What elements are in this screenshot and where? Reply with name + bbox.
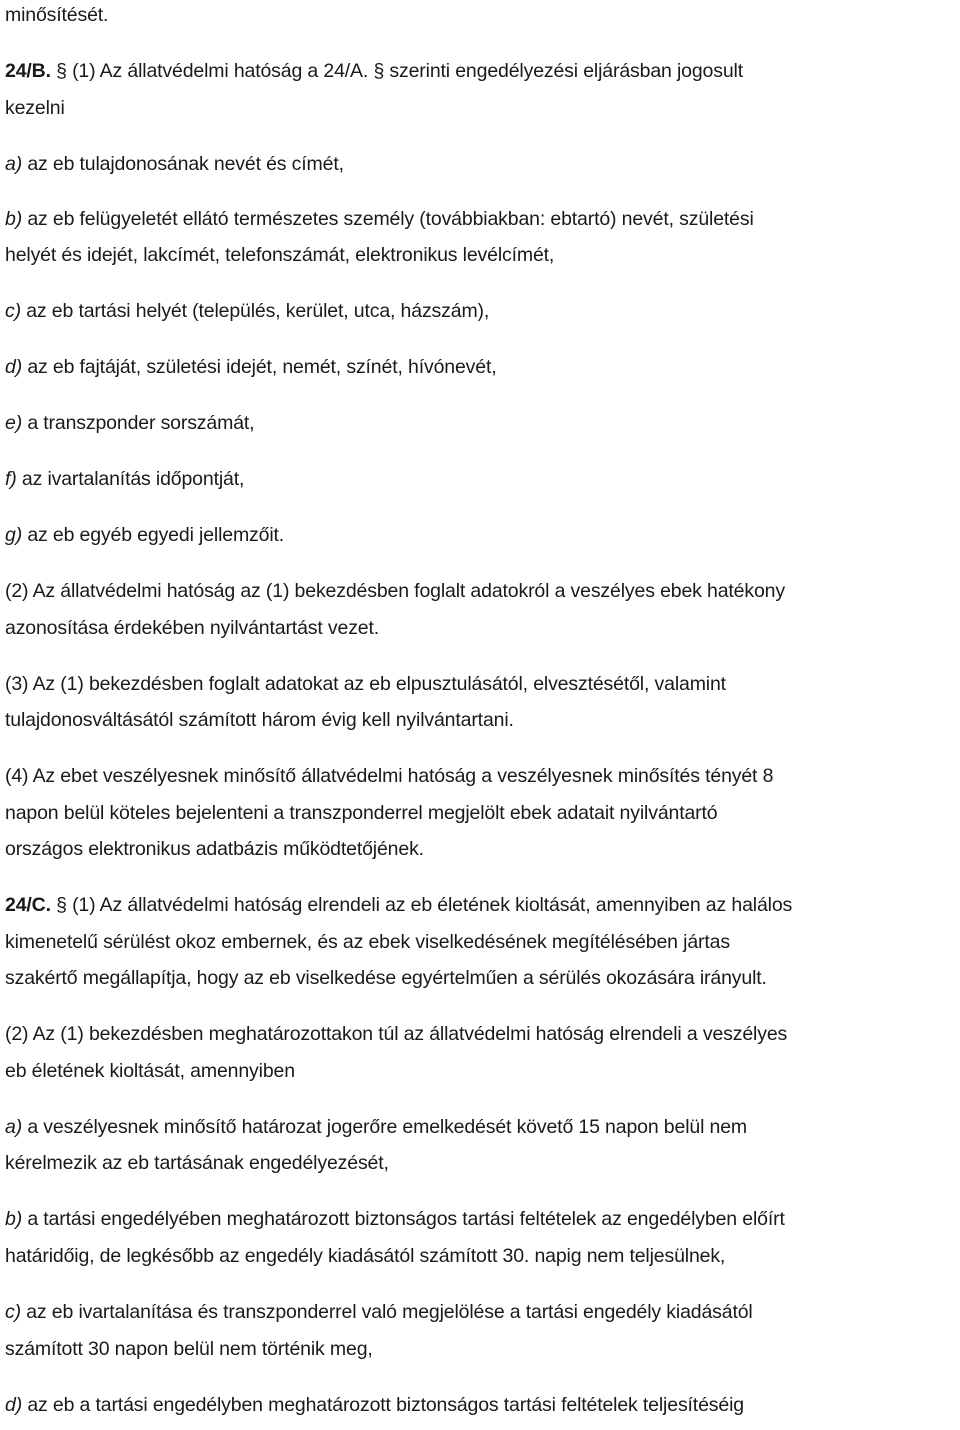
text: (2) Az állatvédelmi hatóság az (1) bekezdésben foglalt adatokról a veszélyes ebek hatékony [5, 580, 785, 602]
text-line [5, 1022, 787, 1046]
text: szakértő megállapítja, hogy az eb viselkedése egyértelműen a sérülés okozására irányult. [5, 967, 767, 989]
list-item-b [5, 1207, 785, 1231]
section-number: 24/B. [5, 60, 51, 82]
text-line [5, 966, 767, 990]
list-label: c) [5, 1301, 21, 1323]
text-line [5, 764, 773, 788]
text-line [5, 708, 514, 732]
text: kérelmezik az eb tartásának engedélyezését, [5, 1152, 389, 1174]
text: országos elektronikus adatbázis működtetőjének. [5, 838, 424, 860]
text: napon belül köteles bejelenteni a transzponderrel megjelölt ebek adatait nyilvántartó [5, 802, 718, 824]
list-item-e [5, 411, 254, 435]
text: § (1) Az állatvédelmi hatóság a 24/A. § szerinti engedélyezési eljárásban jogosult [50, 60, 743, 82]
text-line [5, 801, 717, 825]
list-item-b [5, 207, 754, 231]
list-item-d [5, 1393, 744, 1417]
text-line [5, 243, 554, 267]
text: minősítését. [5, 4, 109, 26]
text: a transzponder sorszámát, [22, 412, 255, 434]
text-line [5, 1059, 295, 1083]
list-item-f [5, 467, 244, 491]
text: azonosítása érdekében nyilvántartást vezet. [5, 617, 380, 639]
text-line [5, 3, 108, 27]
section-number: 24/C. [5, 894, 51, 916]
list-item-a [5, 152, 344, 176]
list-label: a) [5, 1116, 23, 1138]
list-label: b) [5, 1208, 23, 1230]
text-line [5, 1337, 373, 1361]
text-line [5, 837, 424, 861]
text: a tartási engedélyében meghatározott biztonságos tartási feltételek az engedélyben előírt [22, 1208, 785, 1230]
list-label: e) [5, 412, 23, 434]
list-label: b) [5, 208, 23, 230]
text-line [5, 1244, 725, 1268]
text: az eb a tartási engedélyben meghatározott biztonságos tartási feltételek teljesítéséig [22, 1394, 744, 1416]
text: kezelni [5, 97, 65, 119]
list-label: f) [5, 468, 17, 490]
text-line [5, 96, 65, 120]
text-line [5, 579, 785, 603]
list-item-c [5, 1300, 753, 1324]
text-line [5, 1151, 389, 1175]
text: tulajdonosváltásától számított három évig kell nyilvántartani. [5, 709, 514, 731]
list-label: a) [5, 153, 23, 175]
list-item-a [5, 1115, 747, 1139]
text: az eb ivartalanítása és transzponderrel való megjelölése a tartási engedély kiadásától [20, 1301, 753, 1323]
text: (3) Az (1) bekezdésben foglalt adatokat az eb elpusztulásától, elvesztésétől, valamint [5, 673, 726, 695]
text: kimenetelű sérülést okoz embernek, és az ebek viselkedésének megítélésében jártas [5, 931, 730, 953]
text: az eb fajtáját, születési idejét, nemét, színét, hívónevét, [22, 356, 497, 378]
text: az eb felügyeletét ellátó természetes személy (továbbiakban: ebtartó) nevét, születési [22, 208, 754, 230]
text-line [5, 930, 730, 954]
text: a veszélyesnek minősítő határozat jogerőre emelkedését követő 15 napon belül nem [22, 1116, 748, 1138]
text: számított 30 napon belül nem történik meg, [5, 1338, 373, 1360]
text: az eb egyéb egyedi jellemzőit. [22, 524, 285, 546]
text: az ivartalanítás időpontját, [16, 468, 245, 490]
text: határidőig, de legkésőbb az engedély kiadásától számított 30. napig nem teljesülnek, [5, 1245, 726, 1267]
list-label: c) [5, 300, 21, 322]
text: (4) Az ebet veszélyesnek minősítő állatvédelmi hatóság a veszélyesnek minősítés tényét 8 [5, 765, 774, 787]
list-item-g [5, 523, 284, 547]
text: (2) Az (1) bekezdésben meghatározottakon túl az állatvédelmi hatóság elrendeli a veszélyes [5, 1023, 788, 1045]
list-label: d) [5, 1394, 23, 1416]
text: eb életének kioltását, amennyiben [5, 1060, 295, 1082]
section-24b-heading [5, 59, 743, 83]
text: § (1) Az állatvédelmi hatóság elrendeli az eb életének kioltását, amennyiben az halálos [50, 894, 793, 916]
list-label: d) [5, 356, 23, 378]
text-line [5, 672, 726, 696]
text: az eb tartási helyét (település, kerület, utca, házszám), [20, 300, 490, 322]
text: az eb tulajdonosának nevét és címét, [22, 153, 344, 175]
list-item-d [5, 355, 496, 379]
text-line [5, 616, 379, 640]
section-24c-heading [5, 893, 792, 917]
list-label: g) [5, 524, 23, 546]
text: helyét és idejét, lakcímét, telefonszámát, elektronikus levélcímét, [5, 244, 555, 266]
list-item-c [5, 299, 489, 323]
